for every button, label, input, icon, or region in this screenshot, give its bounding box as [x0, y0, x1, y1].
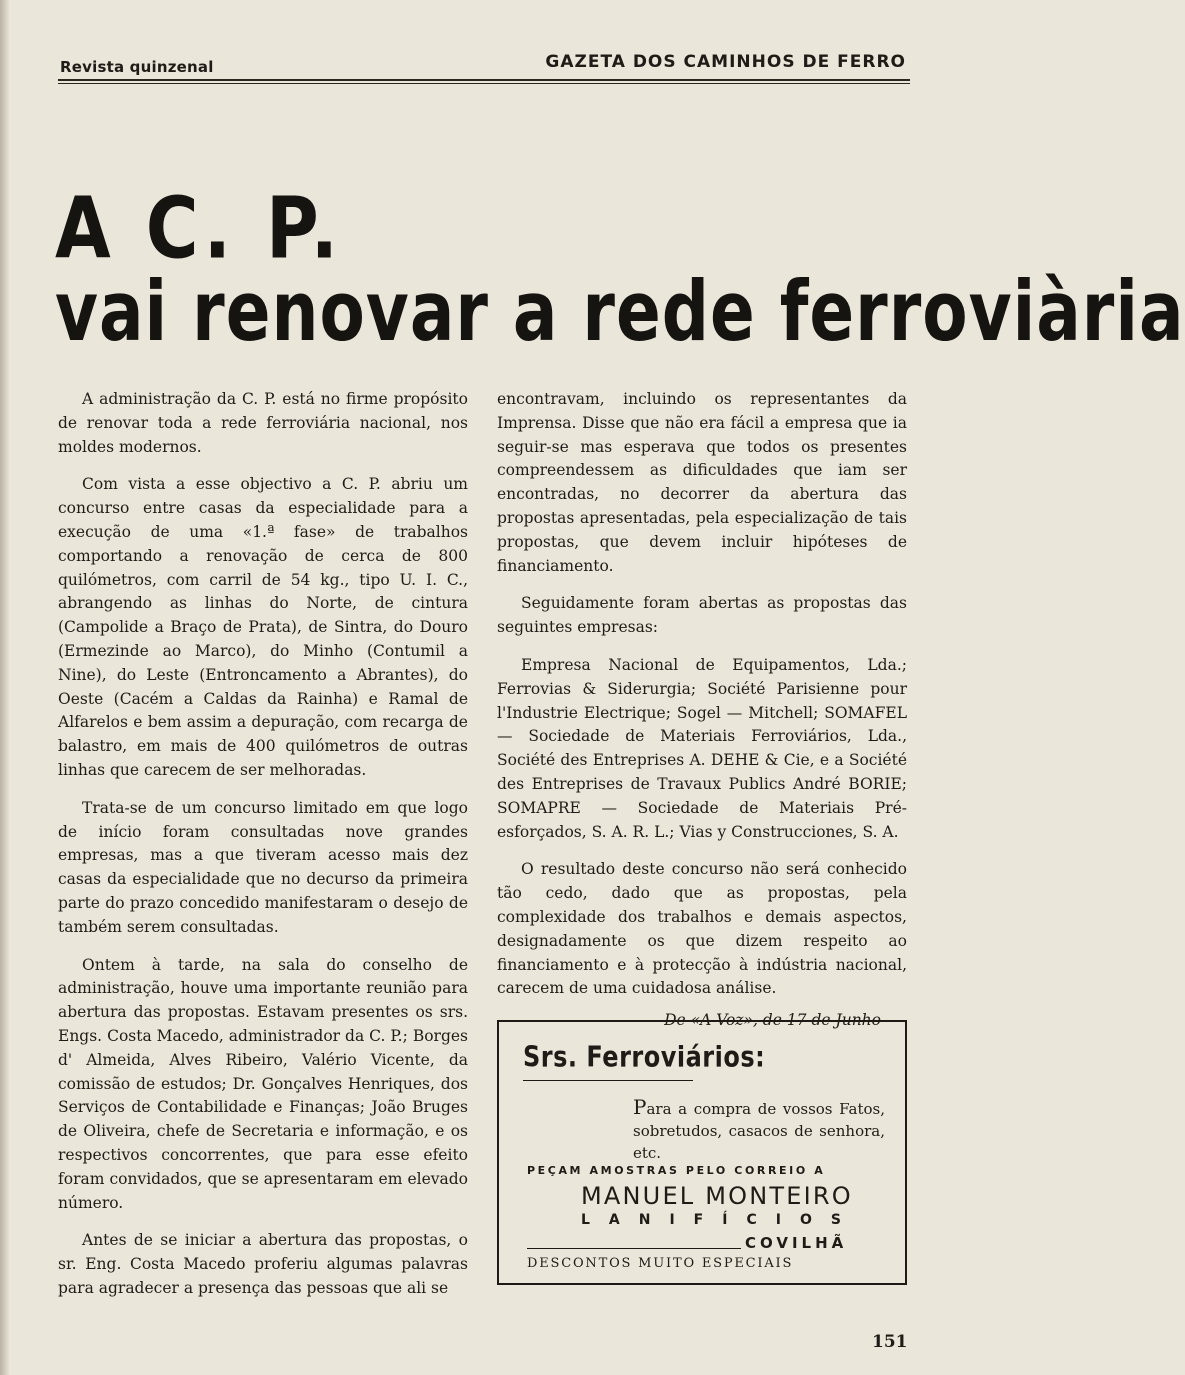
- article-paragraph: Antes de se iniciar a abertura das propostas, o sr. Eng. Costa Macedo proferiu algumas palavras para agradecer a presença das pessoas que ali se: [58, 1231, 468, 1297]
- ad-divider-line: [527, 1248, 741, 1249]
- ad-heading: Srs. Ferroviários:: [523, 1040, 766, 1074]
- article-title-line-1: A C. P.: [55, 178, 343, 278]
- ad-body-text: ara a compra de vossos Fatos, sobretudos, casacos de senhora, etc.: [633, 1100, 885, 1162]
- article-paragraph: Com vista a esse objectivo a C. P. abriu um concurso entre casas da especialidade para a execução de uma «1.ª fase» de trabalhos comportando a renovação de cerca de 800 quilómetros, com carril de 54 kg., tipo U. I. C., abrangendo as linhas do Norte, de cintura (Campolide a Braço de Prata), de Sintra, do Douro (Ermezinde ao Marco), do Minho (Contumil a Nine), do Leste (Entroncamento a Abrantes), do Oeste (Cacém a Caldas da Rainha) e Ramal de Alfarelos e bem assim a depuração, com recarga de balastro, em mais de 400 quilómetros de outras linhas que carecem de ser melhoradas.: [58, 475, 468, 779]
- page-spine-shadow: [0, 0, 10, 1375]
- header-rule-thick: [58, 79, 910, 81]
- article-paragraph-continued: encontravam, incluindo os representantes da Imprensa. Disse que não era fácil a empresa que ia seguir-se mas esperava que todos os presentes compreendessem as dificuldades que iam ser encontradas, no decorrer da abertura das propostas apresentadas, pela especialização de tais propostas, que devem incluir hipóteses de financiamento.: [497, 390, 907, 575]
- company-list: Empresa Nacional de Equipamentos, Lda.; Ferrovias & Siderurgia; Société Parisienne pour l'Industrie Electrique; Sogel — Mitchell; SOMAFEL — Sociedade de Materiais Ferroviários, Lda., Société des Entreprises A. DEHE & Cie, e a Société des Entreprises de Travaux Publics André BORIE; SOMAPRE — Sociedade de Materiais Pré-esforçados, S. A. R. L.; Vias y Construcciones, S. A.: [497, 655, 907, 841]
- article-right-column: [497, 388, 907, 1033]
- ad-heading-underline: [523, 1080, 693, 1081]
- ad-dropcap: P: [633, 1095, 647, 1119]
- magazine-frequency: Revista quinzenal: [60, 58, 214, 76]
- article-paragraph: Seguidamente foram abertas as propostas das seguintes empresas:: [497, 594, 907, 637]
- page-number: 151: [872, 1332, 908, 1352]
- article-title-line-2: vai renovar a rede ferroviària: [55, 263, 1185, 360]
- article-paragraph: Trata-se de um concurso limitado em que logo de início foram consultadas nove grandes empresas, mas a que tiveram acesso mais dez casas da especialidade que no decurso da primeira parte do prazo concedido manifestaram o desejo de também serem consultadas.: [58, 798, 468, 936]
- ad-city: COVILHÃ: [745, 1234, 848, 1252]
- advertisement-box: [497, 1020, 907, 1285]
- ad-samples-line: PEÇAM AMOSTRAS PELO CORREIO A: [527, 1164, 826, 1177]
- article-paragraph: O resultado deste concurso não será conhecido tão cedo, dado que as propostas, pela complexidade dos trabalhos e demais aspectos, designadamente os que dizem respeito ao financiamento e à protecção à indústria nacional, carecem de uma cuidadosa análise.: [497, 860, 907, 998]
- header-rule-thin: [58, 83, 910, 84]
- article-paragraph: Ontem à tarde, na sala do conselho de administração, houve uma importante reunião para abertura das propostas. Estavam presentes os srs. Engs. Costa Macedo, administrador da C. P.; Borges d' Almeida, Alves Ribeiro, Valério Vicente, da comissão de estudos; Dr. Gonçalves Henriques, dos Serviços de Contabilidade e Finanças; João Bruges de Oliveira, chefe de Secretaria e informação, e os respectivos concorrentes, que para esse efeito foram convidados, que se apresentaram em elevado número.: [58, 955, 468, 1212]
- article-source: De «A Voz», de 17 de Junho: [664, 1011, 881, 1030]
- ad-body: [633, 1096, 885, 1164]
- ad-merchant-name: MANUEL MONTEIRO: [581, 1182, 853, 1210]
- ad-discounts: DESCONTOS MUITO ESPECIAIS: [527, 1256, 794, 1271]
- article-left-column: [58, 388, 468, 1315]
- ad-trade: LANIFÍCIOS: [581, 1212, 860, 1228]
- article-paragraph: A administração da C. P. está no firme propósito de renovar toda a rede ferroviária nacional, nos moldes modernos.: [58, 390, 468, 456]
- magazine-title: GAZETA DOS CAMINHOS DE FERRO: [545, 52, 906, 72]
